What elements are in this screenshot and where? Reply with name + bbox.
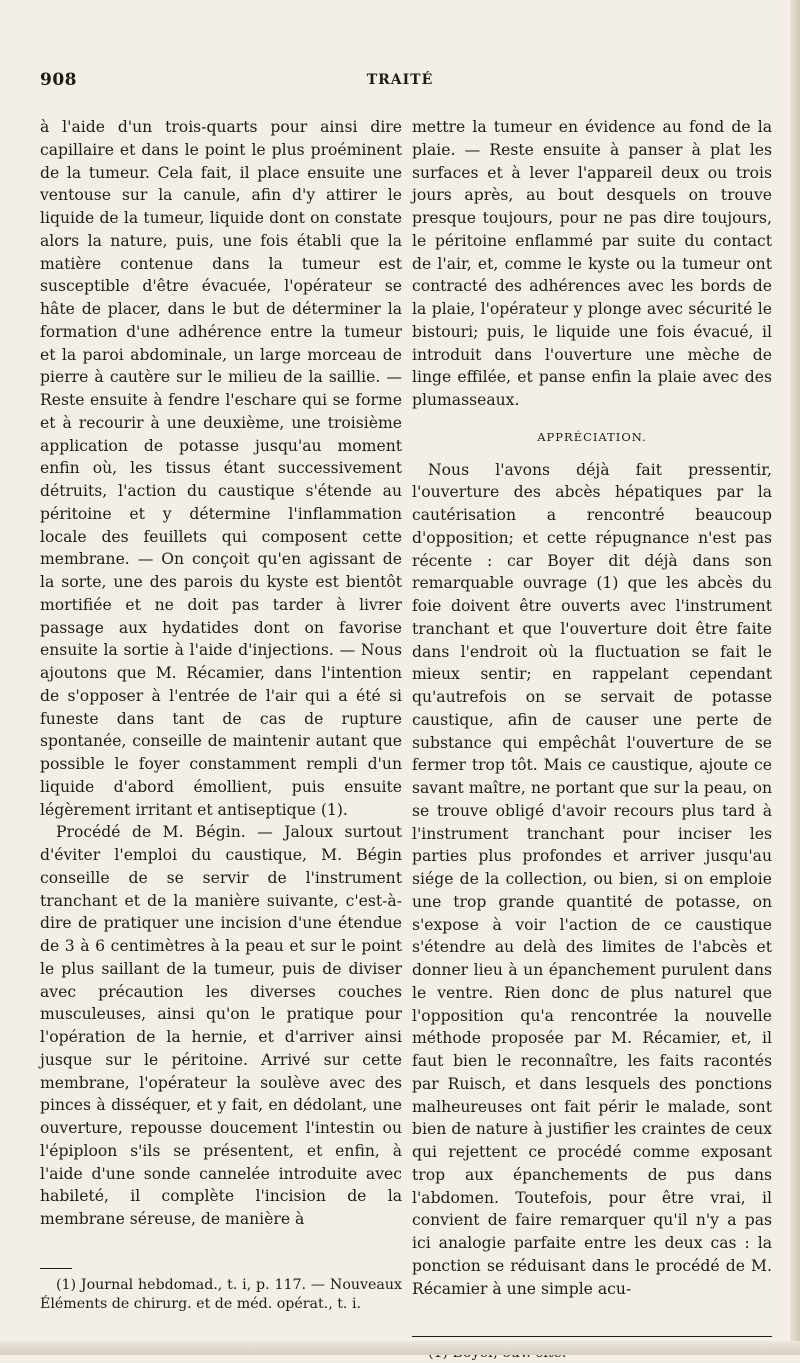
page-edge-shadow	[790, 0, 800, 1355]
page-number: 908	[40, 70, 77, 90]
paragraph-appreciation: Nous l'avons déjà fait pressentir, l'ouverture des abcès hépatiques par la cautérisation a rencontré beaucoup d'opposition; et cette répugnance n'est pas récente : car Boyer dit déjà dans son remarquable ouvrage (1) que les abcès du foie doivent être ouverts avec l'instrument tranchant et que l'ouverture doit être faite dans l'endroit où la fluctuation se fait le mieux sentir; en rappelant cependant qu'autrefois on se servait de potasse caustique, afin de causer une perte de substance qui empêchât l'ouverture de se fermer trop tôt. Mais ce caustique, ajoute ce savant maître, ne portant que sur la peau, on se trouve obligé d'avoir recours plus tard à l'instrument tranchant pour inciser les parties plus profondes et arriver jusqu'au siége de la collection, ou bien, si on emploie une trop grande quantité de potasse, on s'expose à voir l'action de ce caustique s'étendre au delà des limites de l'abcès et donner lieu à un épanchement purulent dans le ventre. Rien donc de plus naturel que l'opposition qu'a rencontrée la nouvelle méthode proposée par M. Récamier, et, il faut bien le reconnaître, les faits racontés par Ruisch, et dans lesquels des ponctions malheureuses ont fait périr le malade, sont bien de nature à justifier les craintes de ceux qui rejettent ce procédé comme exposant trop aux épanchements de pus dans l'abdomen. Toutefois, pour être vrai, il convient de faire remarquer qu'il n'y a pas ici analogie parfaite entre les deux cas : la ponction se réduisant dans le procédé de M. Récamier à une simple acu-	[412, 460, 772, 1298]
footnote-rule-right	[412, 1336, 772, 1337]
footnote: (1) Journal hebdomad., t. i, p. 117. — Nouveaux Éléments de chirurg. et de méd. opérat., t. i.	[40, 1277, 402, 1312]
page-bottom-edge	[0, 1341, 800, 1355]
paragraph-begin-procedure: Procédé de M. Bégin. — Jaloux surtout d'éviter l'emploi du caustique, M. Bégin conseille de se servir de l'instrument tranchant et de la manière suivante, c'est-à-dire de pratiquer une incision d'une étendue de 3 à 6 centimètres à la peau et sur le point le plus saillant de la tumeur, puis de diviser avec précaution les diverses couches musculeuses, ainsi qu'on le pratique pour l'opération de la hernie, et d'arriver ainsi jusque sur le péritoine. Arrivé sur cette membrane, l'opérateur la soulève avec des pinces à disséquer, et y fait, en dédolant, une ouverture, repousse doucement l'intestin ou l'épiploon s'ils se présentent, et enfin, à l'aide d'une sonde cannelée introduite avec habileté, il complète l'incision de la membrane séreuse, de manière à	[40, 823, 402, 1228]
running-title: TRAITÉ	[366, 72, 434, 88]
section-heading: APPRÉCIATION.	[537, 429, 647, 444]
footnote-rule-left	[40, 1268, 72, 1269]
left-column	[40, 116, 402, 1231]
page-header	[0, 70, 800, 100]
paragraph-continuation: mettre la tumeur en évidence au fond de la plaie. — Reste ensuite à panser à plat les surfaces et à lever l'appareil deux ou trois jours après, au bout desquels on trouve presque toujours, pour ne pas dire toujours, le péritoine enflammé par suite du contact de l'air, et, comme le kyste ou la tumeur ont contracté des adhérences avec les bords de la plaie, l'opérateur y plonge avec sécurité le bistouri; puis, le liquide une fois évacué, il introduit dans l'ouverture une mèche de linge effilée, et panse enfin la plaie avec des plumasseaux.	[412, 118, 772, 409]
paragraph-treatment: à l'aide d'un trois-quarts pour ainsi dire capillaire et dans le point le plus proéminent de la tumeur. Cela fait, il place ensuite une ventouse sur la canule, afin d'y attirer le liquide de la tumeur, liquide dont on constate alors la nature, puis, une fois établi que la matière contenue dans la tumeur est susceptible d'être évacuée, l'opérateur se hâte de placer, dans le but de déterminer la formation d'une adhérence entre la tumeur et la paroi abdominale, un large morceau de pierre à cautère sur le milieu de la saillie. — Reste ensuite à fendre l'eschare qui se forme et à recourir à une deuxième, une troisième application de potasse jusqu'au moment enfin où, les tissus étant successivement détruits, l'action du caustique s'étende au péritoine et y détermine l'inflammation locale des feuillets qui composent cette membrane. — On conçoit qu'en agissant de la sorte, une des parois du kyste est bientôt mortifiée et ne doit pas tarder à livrer passage aux hydatides dont on favorise ensuite la sortie à l'aide d'injections. — Nous ajoutons que M. Récamier, dans l'intention de s'opposer à l'entrée de l'air qui a été si funeste dans tant de cas de rupture spontanée, conseille de maintenir autant que possible le foyer constamment rempli d'un liquide d'abord émollient, puis ensuite légèrement irritant et antiseptique (1).	[40, 118, 402, 819]
footnotes-left	[40, 1276, 402, 1314]
right-column	[412, 116, 772, 1300]
